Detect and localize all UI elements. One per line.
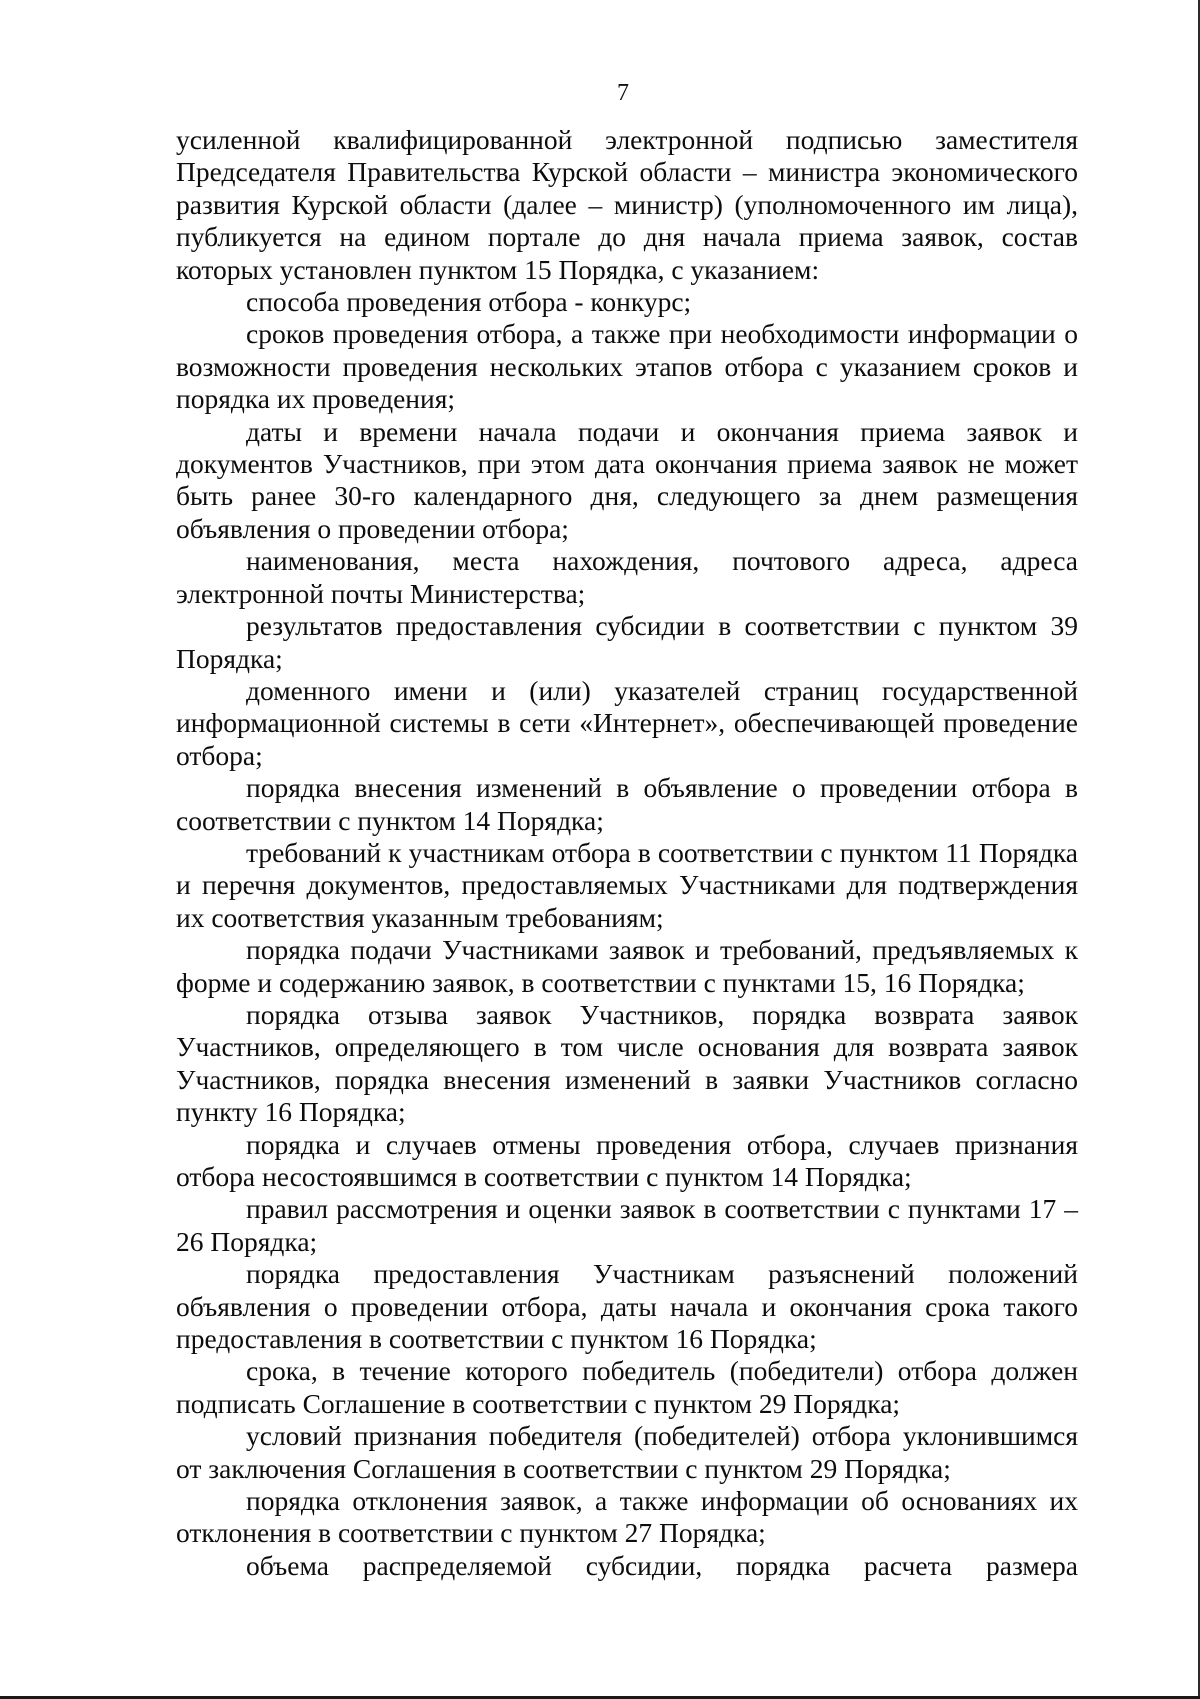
paragraph: объема распределяемой субсидии, порядка расчета размера bbox=[246, 1549, 1078, 1581]
body-text bbox=[176, 124, 1078, 1582]
paragraph: порядка внесения изменений в объявление о проведении отбора в соответствии с пунктом 14 Порядка; bbox=[176, 772, 1078, 836]
paragraph: сроков проведения отбора, а также при необходимости информации о возможности проведения нескольких этапов отбора с указанием сроков и порядка их проведения; bbox=[176, 318, 1078, 415]
paragraph: требований к участникам отбора в соответствии с пунктом 11 Порядка и перечня документов, предоставляемых Участниками для подтверждения их соответствия указанным требованиям; bbox=[176, 836, 1078, 933]
page-number: 7 bbox=[617, 80, 629, 106]
paragraph: срока, в течение которого победитель (победители) отбора должен подписать Соглашение в соответствии с пунктом 29 Порядка; bbox=[176, 1355, 1078, 1419]
paragraph: порядка отзыва заявок Участников, порядка возврата заявок Участников, определяющего в том числе основания для возврата заявок Участников, порядка внесения изменений в заявки Участников согласно пункту 16 Порядка; bbox=[176, 998, 1078, 1128]
paragraph: правил рассмотрения и оценки заявок в соответствии с пунктами 17 – 26 Порядка; bbox=[176, 1193, 1078, 1257]
paragraph: даты и времени начала подачи и окончания приема заявок и документов Участников, при этом дата окончания приема заявок не может быть ранее 30-го календарного дня, следующего за днем размещения объявления о проведении отбора; bbox=[176, 415, 1078, 544]
paragraph: порядка и случаев отмены проведения отбора, случаев признания отбора несостоявшимся в соответствии с пунктом 14 Порядка; bbox=[176, 1128, 1078, 1192]
paragraph: усиленной квалифицированной электронной подписью заместителя Председателя Правительства Курской области – министра экономического развития Курской области (далее – министр) (уполномоченного им лица), публикуется на едином портале до дня начала приема заявок, состав которых установлен пунктом 15 Порядка, с указанием: bbox=[176, 124, 1078, 285]
paragraph: доменного имени и (или) указателей страниц государственной информационной системы в сети «Интернет», обеспечивающей проведение отбора; bbox=[176, 674, 1078, 771]
paragraph: результатов предоставления субсидии в соответствии с пунктом 39 Порядка; bbox=[176, 610, 1078, 674]
paragraph: порядка подачи Участниками заявок и требований, предъявляемых к форме и содержанию заявок, в соответствии с пунктами 15, 16 Порядка; bbox=[176, 934, 1078, 998]
paragraph: порядка отклонения заявок, а также информации об основаниях их отклонения в соответствии с пунктом 27 Порядка; bbox=[176, 1485, 1078, 1549]
paragraph: условий признания победителя (победителей) отбора уклонившимся от заключения Соглашения в соответствии с пунктом 29 Порядка; bbox=[176, 1420, 1078, 1484]
paragraph: порядка предоставления Участникам разъяснений положений объявления о проведении отбора, даты начала и окончания срока такого предоставления в соответствии с пунктом 16 Порядка; bbox=[176, 1258, 1078, 1355]
paragraph: способа проведения отбора - конкурс; bbox=[246, 286, 692, 318]
paragraph: наименования, места нахождения, почтового адреса, адреса электронной почты Министерства; bbox=[176, 545, 1078, 609]
